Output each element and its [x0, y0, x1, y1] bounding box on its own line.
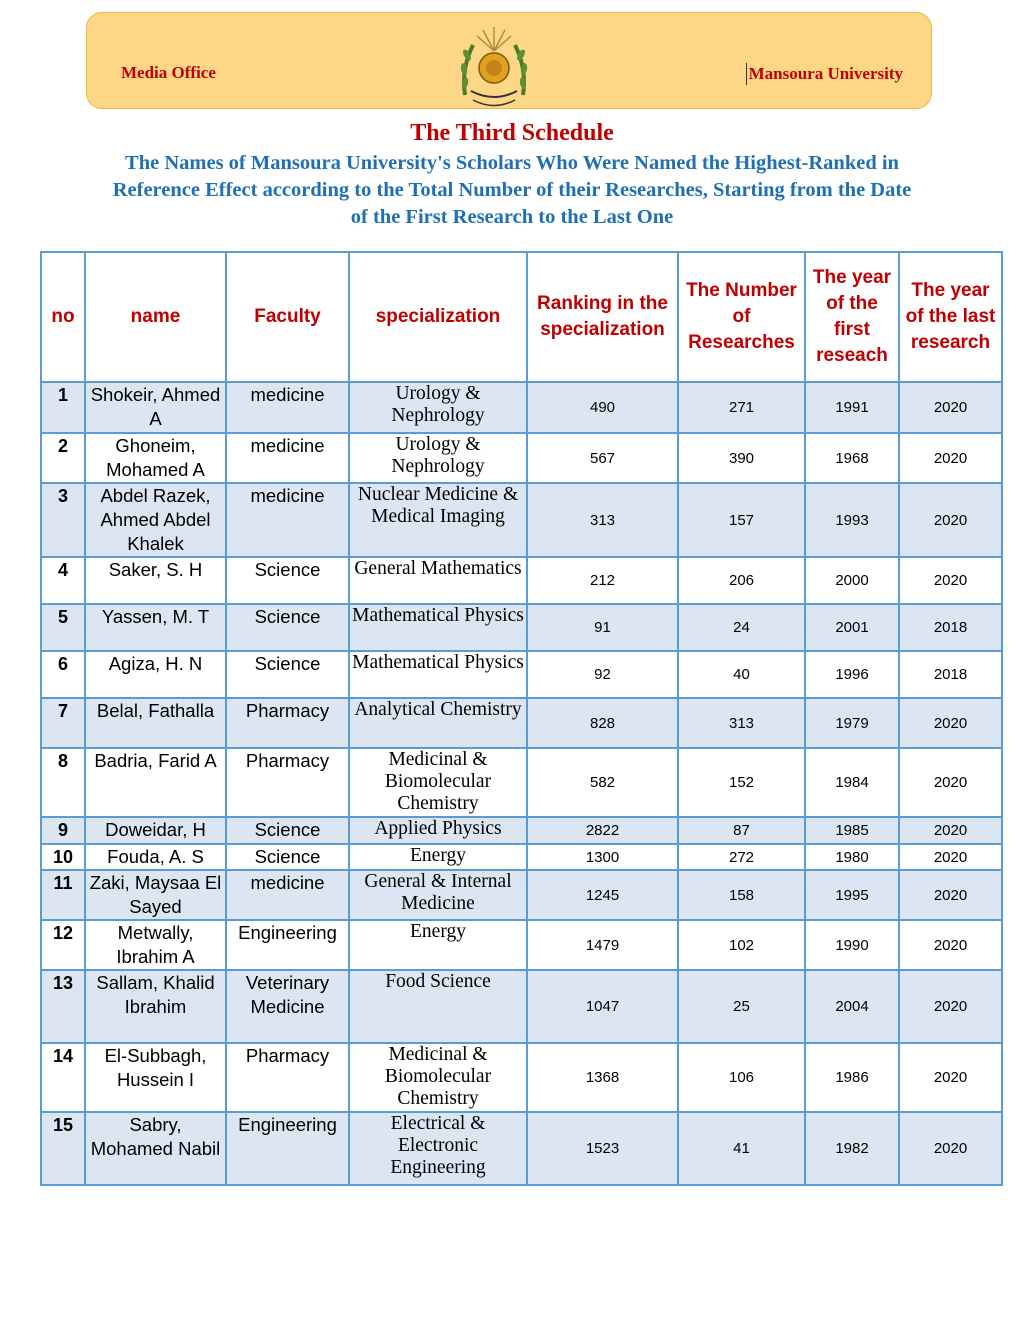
cell-first-year: 1980 — [805, 844, 899, 870]
cell-researches: 41 — [678, 1112, 805, 1185]
cell-last-year: 2020 — [899, 483, 1002, 557]
cell-researches: 313 — [678, 698, 805, 748]
cell-faculty: Veterinary Medicine — [226, 970, 349, 1043]
cell-no: 8 — [41, 748, 85, 817]
cell-last-year: 2020 — [899, 920, 1002, 970]
cell-first-year: 1993 — [805, 483, 899, 557]
cell-name: Zaki, Maysaa El Sayed — [85, 870, 226, 920]
cell-faculty: Science — [226, 557, 349, 604]
cell-no: 1 — [41, 382, 85, 433]
cell-faculty: medicine — [226, 382, 349, 433]
cell-name: Fouda, A. S — [85, 844, 226, 870]
cell-faculty: Engineering — [226, 1112, 349, 1185]
cell-last-year: 2020 — [899, 870, 1002, 920]
column-header-faculty: Faculty — [226, 252, 349, 382]
cell-ranking: 1300 — [527, 844, 678, 870]
cell-researches: 152 — [678, 748, 805, 817]
cell-last-year: 2020 — [899, 382, 1002, 433]
cell-specialization: Mathematical Physics — [349, 604, 527, 651]
cell-no: 4 — [41, 557, 85, 604]
table-row — [41, 920, 1002, 970]
cell-researches: 25 — [678, 970, 805, 1043]
cell-last-year: 2020 — [899, 817, 1002, 844]
cell-first-year: 1984 — [805, 748, 899, 817]
cell-specialization: Analytical Chemistry — [349, 698, 527, 748]
table-row — [41, 748, 1002, 817]
cell-no: 2 — [41, 433, 85, 483]
cell-no: 15 — [41, 1112, 85, 1185]
cell-no: 13 — [41, 970, 85, 1043]
cell-first-year: 2000 — [805, 557, 899, 604]
column-header-first-research-year: The year of the first reseach — [805, 252, 899, 382]
cell-first-year: 1979 — [805, 698, 899, 748]
cell-ranking: 1523 — [527, 1112, 678, 1185]
cell-last-year: 2020 — [899, 1043, 1002, 1112]
cell-specialization: General Mathematics — [349, 557, 527, 604]
header-band — [86, 12, 932, 109]
cell-faculty: Pharmacy — [226, 698, 349, 748]
cell-first-year: 2001 — [805, 604, 899, 651]
cell-specialization: Nuclear Medicine & Medical Imaging — [349, 483, 527, 557]
cell-faculty: medicine — [226, 433, 349, 483]
column-header-no: no — [41, 252, 85, 382]
cell-last-year: 2020 — [899, 698, 1002, 748]
cell-first-year: 1986 — [805, 1043, 899, 1112]
cell-last-year: 2020 — [899, 1112, 1002, 1185]
cell-faculty: Science — [226, 844, 349, 870]
table-row — [41, 651, 1002, 698]
cell-researches: 87 — [678, 817, 805, 844]
media-office-label: Media Office — [121, 63, 216, 82]
cell-first-year: 1968 — [805, 433, 899, 483]
cell-name: Shokeir, Ahmed A — [85, 382, 226, 433]
cell-name: Sabry, Mohamed Nabil — [85, 1112, 226, 1185]
cell-researches: 40 — [678, 651, 805, 698]
cell-researches: 272 — [678, 844, 805, 870]
cell-last-year: 2020 — [899, 748, 1002, 817]
cell-ranking: 582 — [527, 748, 678, 817]
cell-specialization: Energy — [349, 920, 527, 970]
cell-researches: 157 — [678, 483, 805, 557]
cell-last-year: 2020 — [899, 970, 1002, 1043]
cell-specialization: Food Science — [349, 970, 527, 1043]
cell-faculty: Pharmacy — [226, 1043, 349, 1112]
cell-specialization: Electrical & Electronic Engineering — [349, 1112, 527, 1185]
cell-faculty: medicine — [226, 483, 349, 557]
cell-researches: 206 — [678, 557, 805, 604]
cell-name: El-Subbagh, Hussein I — [85, 1043, 226, 1112]
cell-first-year: 1996 — [805, 651, 899, 698]
cell-ranking: 490 — [527, 382, 678, 433]
cell-name: Abdel Razek, Ahmed Abdel Khalek — [85, 483, 226, 557]
page-title: The Third Schedule — [410, 120, 614, 146]
cell-ranking: 1245 — [527, 870, 678, 920]
cell-no: 9 — [41, 817, 85, 844]
page-subtitle: The Names of Mansoura University's Scholars Who Were Named the Highest-Ranked in Reference Effect according to the Total Number of their Researches, Starting from the Date of the First Research to the Last One — [112, 152, 912, 228]
cell-ranking: 313 — [527, 483, 678, 557]
mansoura-university-label: Mansoura University — [746, 63, 903, 85]
cell-no: 5 — [41, 604, 85, 651]
cell-name: Metwally, Ibrahim A — [85, 920, 226, 970]
cell-name: Yassen, M. T — [85, 604, 226, 651]
table-row — [41, 382, 1002, 433]
table-row — [41, 604, 1002, 651]
column-header-name: name — [85, 252, 226, 382]
cell-researches: 158 — [678, 870, 805, 920]
cell-last-year: 2020 — [899, 844, 1002, 870]
cell-ranking: 567 — [527, 433, 678, 483]
table-row — [41, 557, 1002, 604]
table-row — [41, 870, 1002, 920]
cell-faculty: Engineering — [226, 920, 349, 970]
cell-ranking: 828 — [527, 698, 678, 748]
table-row — [41, 1112, 1002, 1185]
cell-specialization: Medicinal & Biomolecular Chemistry — [349, 1043, 527, 1112]
table-row — [41, 1043, 1002, 1112]
table-row — [41, 817, 1002, 844]
cell-name: Ghoneim, Mohamed A — [85, 433, 226, 483]
table-row — [41, 844, 1002, 870]
cell-name: Belal, Fathalla — [85, 698, 226, 748]
cell-specialization: Applied Physics — [349, 817, 527, 844]
cell-researches: 390 — [678, 433, 805, 483]
table-row — [41, 970, 1002, 1043]
cell-no: 6 — [41, 651, 85, 698]
cell-specialization: Urology & Nephrology — [349, 382, 527, 433]
mansoura-university-seal-icon — [455, 21, 533, 113]
cell-researches: 271 — [678, 382, 805, 433]
cell-no: 11 — [41, 870, 85, 920]
table-row — [41, 698, 1002, 748]
cell-no: 14 — [41, 1043, 85, 1112]
cell-name: Agiza, H. N — [85, 651, 226, 698]
table-row — [41, 483, 1002, 557]
cell-faculty: Science — [226, 817, 349, 844]
cell-specialization: Medicinal & Biomolecular Chemistry — [349, 748, 527, 817]
cell-ranking: 1368 — [527, 1043, 678, 1112]
cell-faculty: Science — [226, 604, 349, 651]
cell-faculty: Pharmacy — [226, 748, 349, 817]
cell-faculty: medicine — [226, 870, 349, 920]
cell-name: Badria, Farid A — [85, 748, 226, 817]
cell-name: Doweidar, H — [85, 817, 226, 844]
cell-researches: 24 — [678, 604, 805, 651]
cell-specialization: Energy — [349, 844, 527, 870]
cell-last-year: 2020 — [899, 557, 1002, 604]
cell-researches: 102 — [678, 920, 805, 970]
cell-ranking: 1479 — [527, 920, 678, 970]
table-row — [41, 433, 1002, 483]
column-header-specialization: specialization — [349, 252, 527, 382]
cell-first-year: 1982 — [805, 1112, 899, 1185]
column-header-number-of-researches: The Number of Researches — [678, 252, 805, 382]
cell-first-year: 1991 — [805, 382, 899, 433]
cell-no: 7 — [41, 698, 85, 748]
cell-no: 10 — [41, 844, 85, 870]
scholars-table — [40, 251, 1003, 1186]
cell-first-year: 2004 — [805, 970, 899, 1043]
cell-ranking: 1047 — [527, 970, 678, 1043]
cell-researches: 106 — [678, 1043, 805, 1112]
column-header-last-research-year: The year of the last research — [899, 252, 1002, 382]
cell-first-year: 1995 — [805, 870, 899, 920]
cell-specialization: General & Internal Medicine — [349, 870, 527, 920]
cell-ranking: 2822 — [527, 817, 678, 844]
cell-no: 12 — [41, 920, 85, 970]
cell-ranking: 92 — [527, 651, 678, 698]
cell-specialization: Mathematical Physics — [349, 651, 527, 698]
cell-faculty: Science — [226, 651, 349, 698]
cell-first-year: 1990 — [805, 920, 899, 970]
cell-last-year: 2018 — [899, 604, 1002, 651]
cell-ranking: 91 — [527, 604, 678, 651]
cell-name: Saker, S. H — [85, 557, 226, 604]
cell-no: 3 — [41, 483, 85, 557]
cell-last-year: 2018 — [899, 651, 1002, 698]
cell-ranking: 212 — [527, 557, 678, 604]
cell-specialization: Urology & Nephrology — [349, 433, 527, 483]
table-header-row — [41, 252, 1002, 382]
column-header-ranking: Ranking in the specialization — [527, 252, 678, 382]
cell-name: Sallam, Khalid Ibrahim — [85, 970, 226, 1043]
cell-first-year: 1985 — [805, 817, 899, 844]
cell-last-year: 2020 — [899, 433, 1002, 483]
